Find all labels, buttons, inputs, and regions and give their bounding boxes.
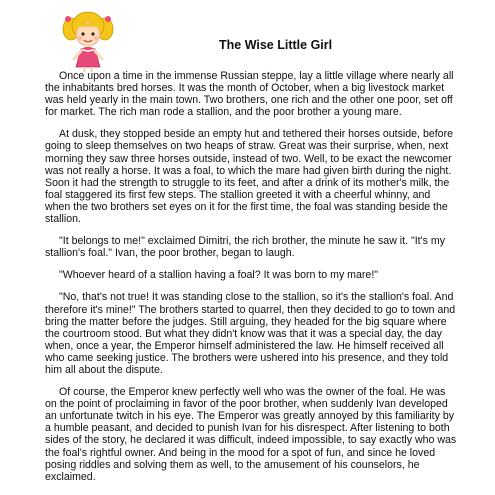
document-title: The Wise Little Girl [219, 38, 333, 52]
little-girl-cartoon-icon [62, 9, 114, 73]
paragraph: "It belongs to me!" exclaimed Dimitri, the rich brother, the minute he saw it. "It's my stallion's foal." Ivan, the poor brother, began to laugh. [45, 235, 445, 260]
story-body [45, 70, 457, 493]
document-header [0, 0, 495, 72]
paragraph: Once upon a time in the immense Russian steppe, lay a little village where nearly all the inhabitants bred horses. It was the month of October, when a big livestock market was held yearly in the main town. Two brothers, one rich and the other one poor, set off for market. The rich man rode a stallion, and the poor brother a young mare. [45, 70, 454, 119]
paragraph: At dusk, they stopped beside an empty hut and tethered their horses outside, before going to sleep themselves on two heaps of straw. Great was their surprise, when, next morning they saw three horses outside, instead of two. Well, to be exact the newcomer was not really a horse. It was a foal, to which the mare had given birth during the night. Soon it had the strength to struggle to its feet, and after a drink of its mother's milk, the foal staggered its first few steps. The stallion greeted it with a cheerful whinny, and when the two brothers set eyes on it for the first time, the foal was standing beside the stallion. [45, 128, 453, 226]
paragraph: Of course, the Emperor knew perfectly well who was the owner of the foal. He was on the point of proclaiming in favor of the poor brother, when suddenly Ivan developed an unfortunate twitch in his eye. The Emperor was greatly annoyed by this familiarity by a humble peasant, and decided to punish Ivan for his disrespect. After listening to both sides of the story, he declared it was difficult, indeed impossible, to say exactly who was the foal's rightful owner. And being in the mood for a spot of fun, and since he loved posing riddles and solving them as well, to the amusement of his counselors, he exclaimed. [45, 386, 457, 483]
paragraph: "Whoever heard of a stallion having a foal? It was born to my mare!" [59, 269, 379, 282]
paragraph: "No, that's not true! It was standing close to the stallion, so it's the stallion's foal. And therefore it's mine!" The brothers started to quarrel, then they decided to go to town and bring the matter before the judges. Still arguing, they headed for the big square where the courtroom stood. But what they didn't know was that it was a special day, the day when, once a year, the Emperor himself administered the law. He himself received all who came seeking justice. The brothers were ushered into his presence, and they told him all about the dispute. [45, 291, 456, 376]
